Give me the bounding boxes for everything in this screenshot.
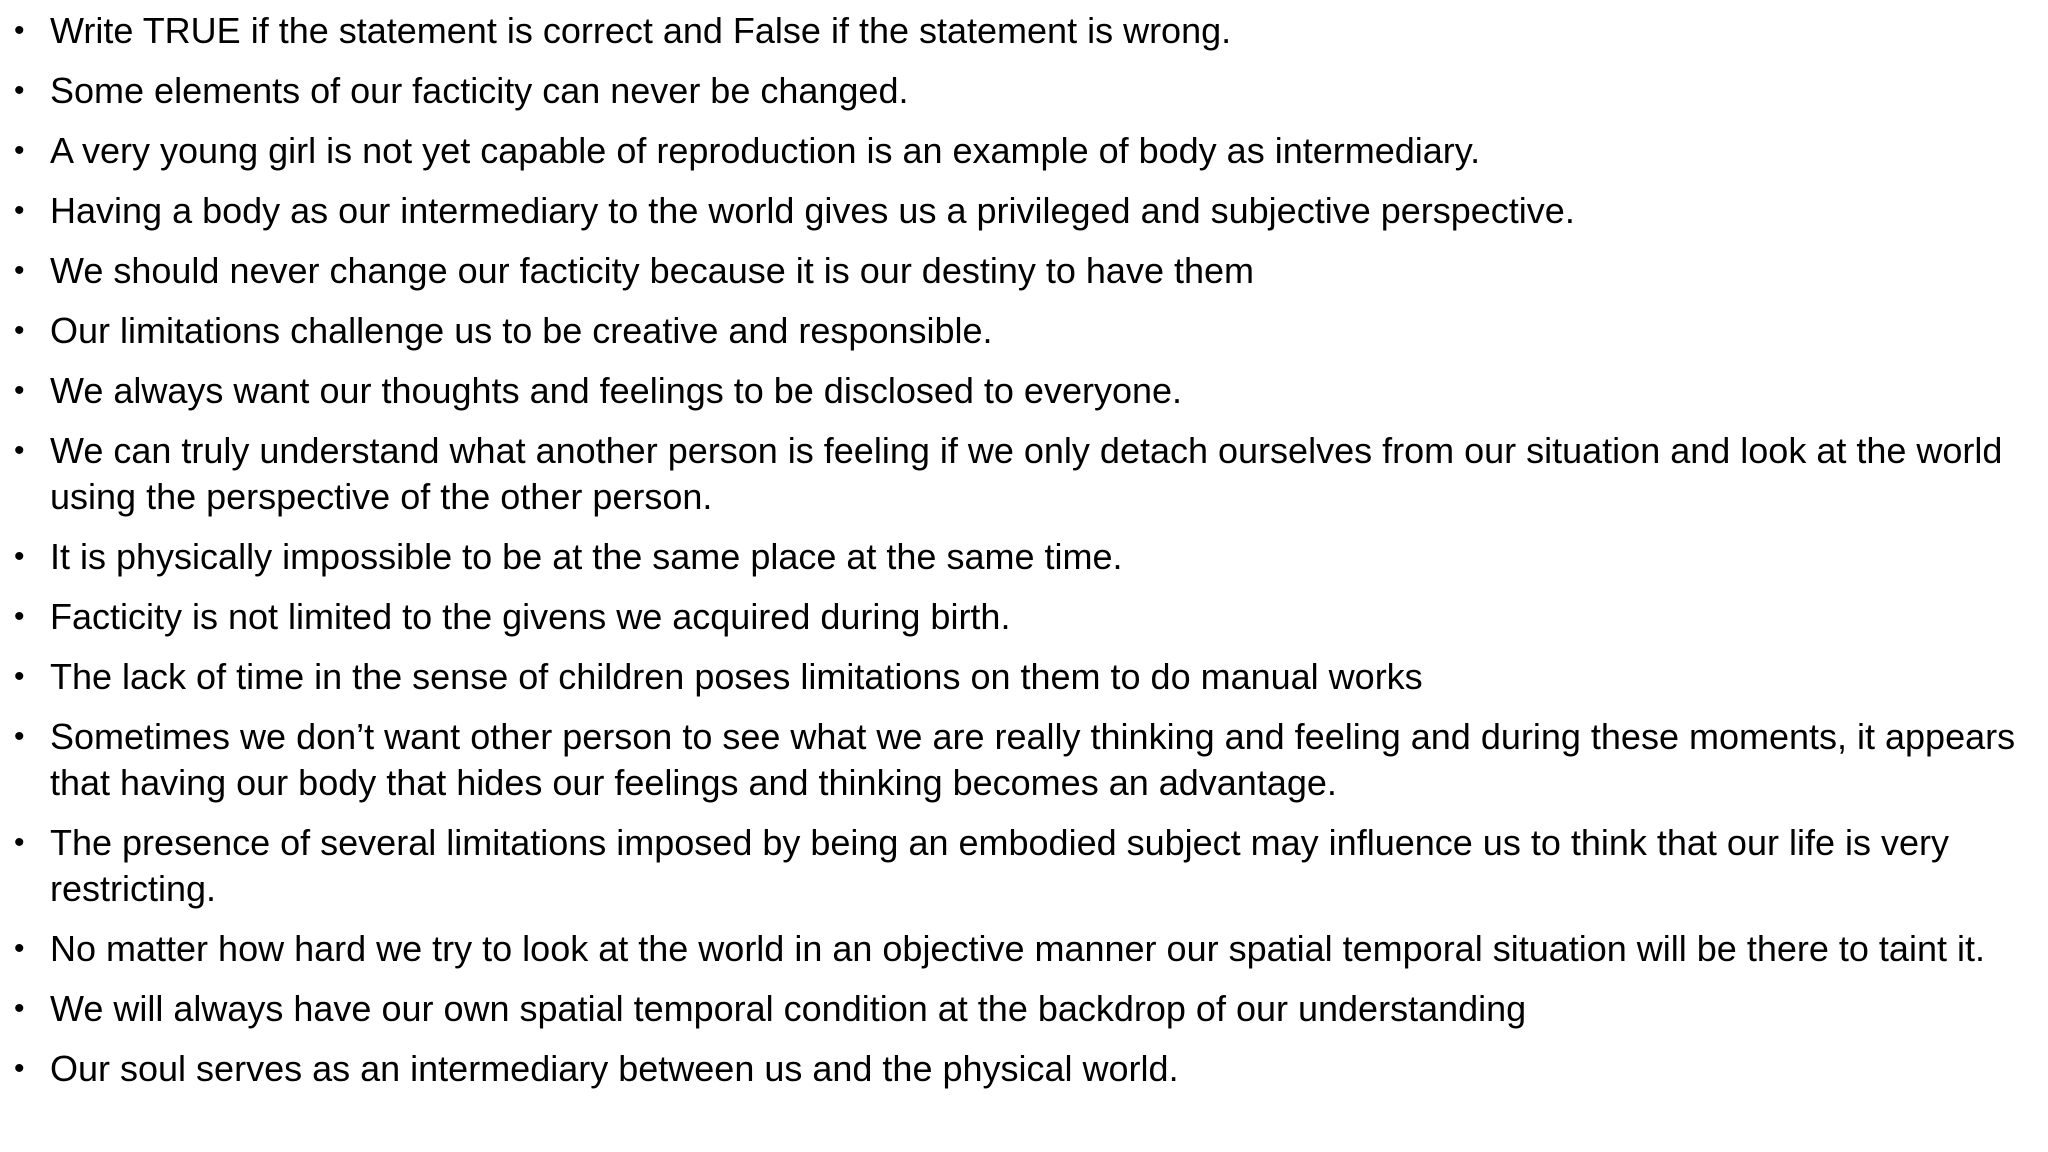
statement-text: We can truly understand what another person is feeling if we only detach ourselves from our situation and look at the world using the perspective of the other person. [50,430,2003,517]
list-item [0,8,2024,54]
statement-text: Facticity is not limited to the givens we acquired during birth. [50,596,1011,637]
statement-text: We always want our thoughts and feelings to be disclosed to everyone. [50,370,1183,411]
bullet-icon: • [14,720,25,753]
list-item [0,1046,2024,1092]
statement-text: The presence of several limitations imposed by being an embodied subject may influence us to think that our life is very restricting. [50,822,1949,909]
bullet-icon: • [14,434,25,467]
bullet-icon: • [14,14,25,47]
statement-text: No matter how hard we try to look at the world in an objective manner our spatial temporal situation will be there to taint it. [50,928,1985,969]
list-item [0,248,2024,294]
bullet-icon: • [14,74,25,107]
list-item [0,368,2024,414]
instruction-text: Write TRUE if the statement is correct and False if the statement is wrong. [50,10,1232,51]
bullet-icon: • [14,540,25,573]
bullet-icon: • [14,826,25,859]
bullet-icon: • [14,992,25,1025]
statement-text: Some elements of our facticity can never be changed. [50,70,909,111]
statement-text: Our soul serves as an intermediary between us and the physical world. [50,1048,1179,1089]
bullet-icon: • [14,134,25,167]
statement-text: A very young girl is not yet capable of reproduction is an example of body as intermediary. [50,130,1481,171]
list-item [0,428,2024,520]
bullet-icon: • [14,1052,25,1085]
list-item [0,986,2024,1032]
bullet-icon: • [14,932,25,965]
list-item [0,128,2024,174]
list-item [0,594,2024,640]
statement-list [0,8,2024,1092]
list-item [0,68,2024,114]
statement-text: Sometimes we don’t want other person to see what we are really thinking and feeling and during these moments, it appears that having our body that hides our feelings and thinking becomes an advantage. [50,716,2016,803]
list-item [0,308,2024,354]
list-item [0,926,2024,972]
statement-text: Our limitations challenge us to be creative and responsible. [50,310,993,351]
statement-text: The lack of time in the sense of children poses limitations on them to do manual works [50,656,1423,697]
statement-text: Having a body as our intermediary to the world gives us a privileged and subjective perspective. [50,190,1575,231]
bullet-icon: • [14,194,25,227]
bullet-icon: • [14,254,25,287]
bullet-icon: • [14,600,25,633]
bullet-icon: • [14,374,25,407]
list-item [0,188,2024,234]
list-item [0,714,2024,806]
statement-text: We should never change our facticity because it is our destiny to have them [50,250,1254,291]
statement-text: It is physically impossible to be at the same place at the same time. [50,536,1123,577]
list-item [0,820,2024,912]
bullet-icon: • [14,660,25,693]
bullet-icon: • [14,314,25,347]
statement-text: We will always have our own spatial temporal condition at the backdrop of our understanding [50,988,1527,1029]
list-item [0,534,2024,580]
list-item [0,654,2024,700]
